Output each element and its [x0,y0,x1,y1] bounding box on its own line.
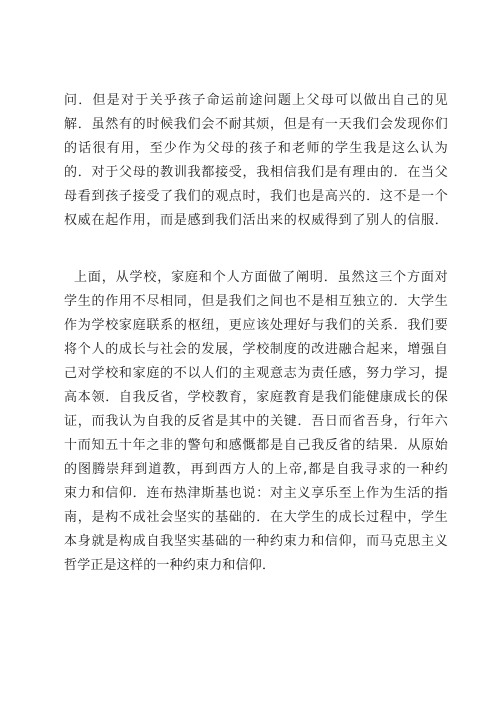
paragraph-line: 的图腾崇拜到道教，再到西方人的上帝,都是自我寻求的一种约 [64,462,448,477]
paragraph-line: 权威在起作用，而是感到我们活出来的权威得到了别人的信服． [64,213,448,228]
paragraph-line: 南，是构不成社会坚实的基础的．在大学生的成长过程中，学生 [64,510,448,525]
paragraph-2 [64,266,448,578]
paragraph-line: 母看到孩子接受了我们的观点时，我们也是高兴的．这不是一个 [64,189,448,204]
paragraph-line: 的．对于父母的教训我都接受，我相信我们是有理由的．在当父 [64,165,448,180]
paragraph-line: 证，而我认为自我的反省是其中的关键．吾日而省吾身，行年六 [64,414,448,429]
paragraph-1 [64,89,448,233]
paragraph-line: 高本领．自我反省，学校教育，家庭教育是我们能健康成长的保 [64,390,448,405]
paragraph-line: 将个人的成长与社会的发展，学校制度的改进融合起来，增强自 [64,342,448,357]
paragraph-line: 己对学校和家庭的不以人们的主观意志为责任感，努力学习，提 [64,366,448,381]
paragraph-line: 学生的作用不尽相同，但是我们之间也不是相互独立的．大学生 [64,294,448,309]
paragraph-line: 的话很有用，至少作为父母的孩子和老师的学生我是这么认为 [64,141,448,156]
paragraph-line: 十而知五十年之非的警句和感慨都是自己我反省的结果．从原始 [64,438,448,453]
paragraph-line: 束力和信仰．连布热津斯基也说：对主义享乐至上作为生活的指 [64,486,448,501]
paragraph-line: 本身就是构成自我坚实基础的一种约束力和信仰，而马克思主义 [64,534,448,549]
paragraph-line: 上面，从学校，家庭和个人方面做了阐明．虽然这三个方面对 [74,270,448,285]
paragraph-line: 问．但是对于关乎孩子命运前途问题上父母可以做出自己的见 [64,93,448,108]
paragraph-line: 解．虽然有的时候我们会不耐其烦，但是有一天我们会发现你们 [64,117,448,132]
paragraph-line: 哲学正是这样的一种约束力和信仰． [64,558,276,573]
paragraph-line: 作为学校家庭联系的枢纽，更应该处理好与我们的关系．我们要 [64,318,448,333]
